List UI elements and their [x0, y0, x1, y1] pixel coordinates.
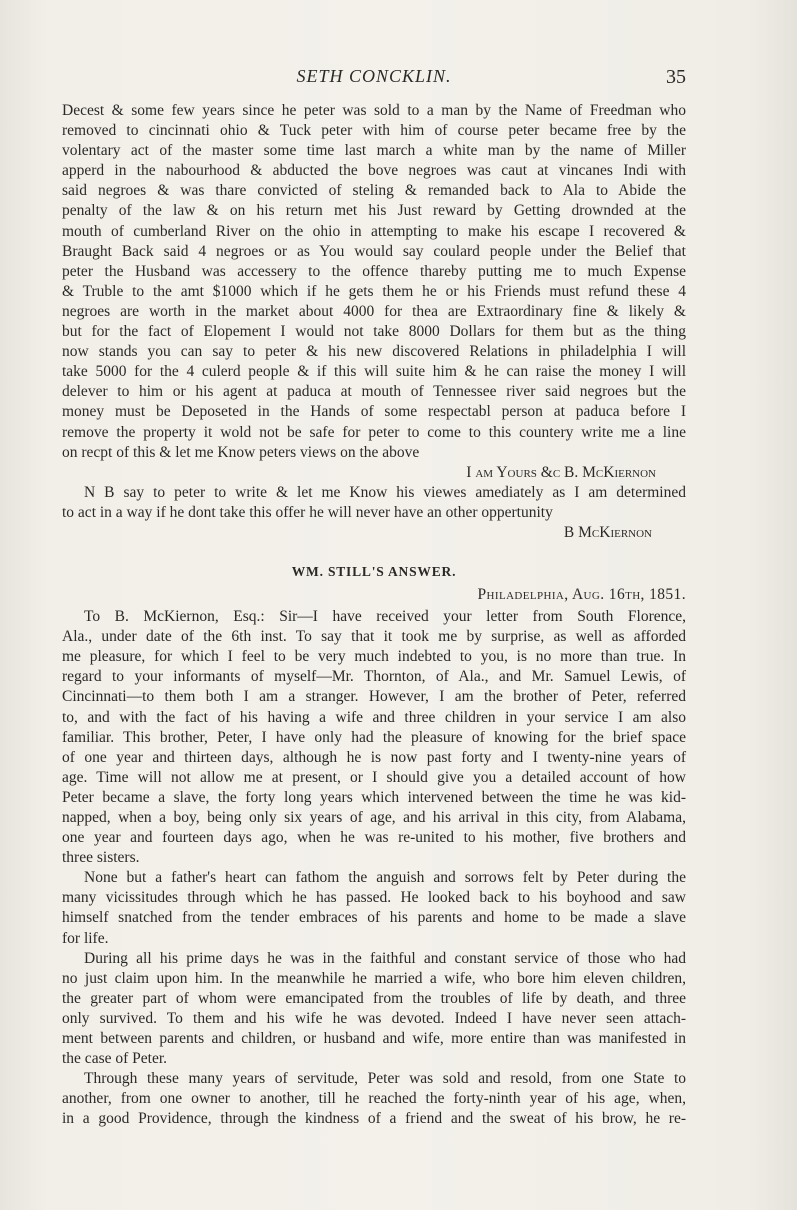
paragraph-line: napped, when a boy, being only six years of age, and his arrival in this city, from Alabama, — [62, 809, 686, 826]
letter-line: apperd in the nabourhood & abducted the bove negroes was caut at vincanes Indi with — [62, 162, 686, 180]
still-answer-text — [62, 607, 686, 1129]
paragraph-line: many vicissitudes through which he has passed. He looked back to his boyhood and saw — [62, 889, 686, 907]
paragraph-line: familiar. This brother, Peter, I have only had the pleasure of knowing for the brief space — [62, 728, 686, 746]
paragraph — [62, 1069, 686, 1129]
running-title: SETH CONCKLIN. — [296, 66, 452, 86]
paragraph — [62, 949, 686, 1070]
paragraph-line: no just claim upon him. In the meanwhile he married a wife, who bore him eleven children, — [62, 969, 686, 987]
letter-postscript — [62, 483, 686, 523]
letter-text — [62, 101, 686, 463]
section-heading: WM. STILL'S ANSWER. — [291, 564, 457, 580]
paragraph-line: of one year and thirteen days, although he is now past forty and I twenty-nine years of — [62, 748, 686, 766]
paragraph-line: only survived. To them and his wife he was devoted. Indeed I have never seen attach- — [62, 1009, 686, 1027]
mckiernon-letter — [62, 101, 686, 543]
paragraph-line: another, from one owner to another, till he reached the forty-ninth year of his age, when, — [62, 1090, 686, 1108]
paragraph-line: age. Time will not allow me at present, or I should give you a detailed account of how — [62, 768, 686, 786]
letter-line: removed to cincinnati ohio & Tuck peter with him of course peter became free by the — [62, 122, 686, 140]
letter-line: delever to him or his agent at paduca at mouth of Tennessee river said negroes but the — [62, 383, 686, 401]
paragraph-line: None but a father's heart can fathom the anguish and sorrows felt by Peter during the — [84, 869, 686, 887]
letter-line: money must be Deposeted in the Hands of some respectabl person at paduca before I — [62, 403, 686, 421]
paragraph-line: himself snatched from the tender embraces of his parents and home to be made a slave — [62, 909, 686, 927]
paragraph-line: Ala., under date of the 6th inst. To say that it took me by surprise, as well as afforded — [62, 628, 686, 646]
letter-line: said negroes & was thare convicted of steling & remanded back to Ala to Abide the — [62, 182, 686, 200]
paragraph-line: ment between parents and children, or husband and wife, more entire than was manifested in — [62, 1030, 686, 1048]
letter-line: volentary act of the master some time last march a white man by the name of Miller — [62, 142, 686, 160]
paragraph-line: Cincinnati—to them both I am a stranger. However, I am the brother of Peter, referred — [62, 688, 686, 706]
page-body — [62, 101, 686, 1130]
paragraph — [62, 607, 686, 868]
running-head — [62, 66, 686, 92]
paragraph-line: the case of Peter. — [62, 1050, 168, 1068]
paragraph-line: the greater part of whom were emancipated from the troubles of life by death, and three — [62, 989, 686, 1007]
paragraph-line: During all his prime days he was in the faithful and constant service of those who had — [84, 949, 686, 967]
paragraph — [62, 868, 686, 948]
letter-line: on recpt of this & let me Know peters views on the above — [62, 443, 420, 461]
paragraph-line: for life. — [62, 929, 109, 947]
letter-line: remove the property it wold not be safe for peter to come to this countery write me a line — [62, 423, 686, 441]
paragraph-line: in a good Providence, through the kindness of a friend and the sweat of his brow, he re- — [62, 1110, 686, 1128]
letter-line: but for the fact of Elopement I would not take 8000 Dollars for them but as the thing — [62, 323, 686, 341]
paragraph-line: to, and with the fact of his having a wife and three children in your service I am also — [62, 708, 686, 726]
letter-closing: I am Yours &c B. McKiernon — [466, 463, 656, 481]
letter-line: Decest & some few years since he peter was sold to a man by the Name of Freedman who — [62, 102, 686, 119]
paragraph-line: one year and fourteen days ago, when he was re-united to his mother, five brothers and — [62, 829, 686, 847]
paragraph-line: three sisters. — [62, 849, 140, 867]
letter-line: negroes are worth in the market about 4000 for thea are Extraordinary fine & likely & — [62, 302, 686, 320]
postscript-line: to act in a way if he dont take this offer he will never have an other oppertunity — [62, 503, 553, 521]
paragraph-line: me pleasure, for which I feel to be very much indebted to you, is no more than true. In — [62, 648, 686, 666]
letter-line: take 5000 for the 4 culerd people & if this will suite him & he can raise the money I will — [62, 363, 686, 381]
paragraph-line: Through these many years of servitude, Peter was sold and resold, from one State to — [84, 1070, 686, 1088]
letter-line: & Truble to the amt $1000 which if he gets them he or his Friends must refund these 4 — [62, 282, 686, 300]
dateline: Philadelphia, Aug. 16th, 1851. — [477, 586, 686, 604]
postscript-signature: B McKiernon — [563, 523, 652, 541]
letter-line: Braught Back said 4 negroes or as You would say coulard people under the Belief that — [62, 242, 686, 260]
paragraph-line: Peter became a slave, the forty long years which intervened between the time he was kid- — [62, 788, 686, 806]
paragraph-line: regard to your informants of myself—Mr. Thornton, of Ala., and Mr. Samuel Lewis, of — [62, 668, 686, 686]
letter-line: peter the Husband was accessery to the offence thareby putting me to much Expense — [62, 262, 686, 280]
paragraph-line: To B. McKiernon, Esq.: Sir—I have received your letter from South Florence, — [84, 608, 686, 626]
page-number: 35 — [666, 66, 686, 88]
letter-line: penalty of the law & on his return met his Just reward by Getting drownded at the — [62, 202, 686, 220]
letter-line: mouth of cumberland River on the ohio in attempting to make his escape I recovered & — [62, 222, 686, 240]
postscript-line: N B say to peter to write & let me Know his viewes amediately as I am determined — [84, 483, 686, 501]
letter-line: now stands you can say to peter & his new discovered Relations in philadelphia I will — [62, 343, 686, 361]
